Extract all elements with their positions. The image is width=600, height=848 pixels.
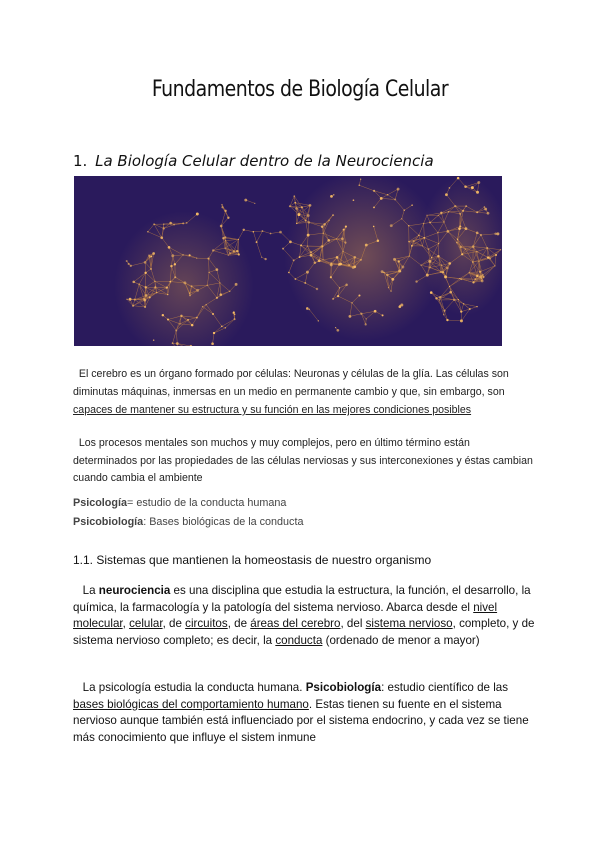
section-number: 1. xyxy=(73,152,88,170)
intro-text: El cerebro es un órgano formado por células: Neuronas y células de la glía. Las células son diminutas máquinas, inmersas en un medio en permanente cambio y que, sin embargo, son xyxy=(73,368,509,398)
psychology-paragraph xyxy=(73,680,535,746)
subsection-heading: 1.1. Sistemas que mantienen la homeostasis de nuestro organismo xyxy=(73,553,432,567)
bold-term-psicobiologia: Psicobiología xyxy=(305,681,382,694)
definition-term: Psicobiología xyxy=(73,516,144,528)
intro-underlined-text: capaces de mantener su estructura y su función en las mejores condiciones posibles xyxy=(73,404,472,416)
definition-term: Psicología xyxy=(73,497,128,509)
text-run: La psicología estudia la conducta humana. xyxy=(82,681,306,694)
section-heading xyxy=(73,152,434,170)
neuroscience-paragraph xyxy=(73,583,535,649)
text-run: . Estas tienen su fuente en el sistema nervioso aunque también está influenciado por el sistema endocrino, y cada vez se tiene más conocimiento que influye el sistem inmune xyxy=(73,697,529,744)
text-run: , del xyxy=(340,617,366,630)
underlined-term: áreas del cerebro xyxy=(250,617,341,630)
definition-separator: = xyxy=(127,497,137,509)
intro-paragraph xyxy=(73,365,533,419)
bold-term-neurociencia: neurociencia xyxy=(98,584,171,597)
text-run: es una disciplina que estudia la estructura, la función, el desarrollo, la química, la farmacología y la patología del sistema nervioso. Abarca desde el xyxy=(73,584,531,614)
text-run: La xyxy=(82,584,99,597)
mental-processes-text: Los procesos mentales son muchos y muy complejos, pero en último término están determinados por las propiedades de las células nerviosas y sus interconexiones y éstas cambian cuando cambia el ambiente xyxy=(73,437,533,484)
underlined-term: circuitos xyxy=(185,617,228,630)
section-title: La Biología Celular dentro de la Neurociencia xyxy=(95,152,434,170)
text-run: , de xyxy=(227,617,251,630)
text-run: : estudio científico de las xyxy=(381,681,509,694)
text-run: , xyxy=(122,617,130,630)
mental-processes-paragraph xyxy=(73,435,533,488)
text-run: (ordenado de menor a mayor) xyxy=(322,633,480,647)
neuroscience-heads-image xyxy=(74,176,502,346)
text-run: , completo, y de sistema nervioso completo; es decir, la xyxy=(73,617,535,647)
underlined-term: celular xyxy=(129,617,163,630)
text-run: , de xyxy=(162,617,186,630)
definition-separator: : xyxy=(143,516,150,528)
network-heads-illustration xyxy=(74,176,502,346)
document-title: Fundamentos de Biología Celular xyxy=(151,77,449,102)
definition-psicobiologia xyxy=(73,516,303,528)
definition-text: estudio de la conducta humana xyxy=(136,497,287,509)
underlined-term: sistema nervioso xyxy=(365,617,453,630)
underlined-term: bases biológicas del comportamiento humano xyxy=(73,697,309,711)
definition-text: Bases biológicas de la conducta xyxy=(149,516,304,528)
underlined-term: nivel molecular xyxy=(73,600,498,630)
definition-psicologia xyxy=(73,497,286,509)
underlined-term: conducta xyxy=(275,633,323,647)
